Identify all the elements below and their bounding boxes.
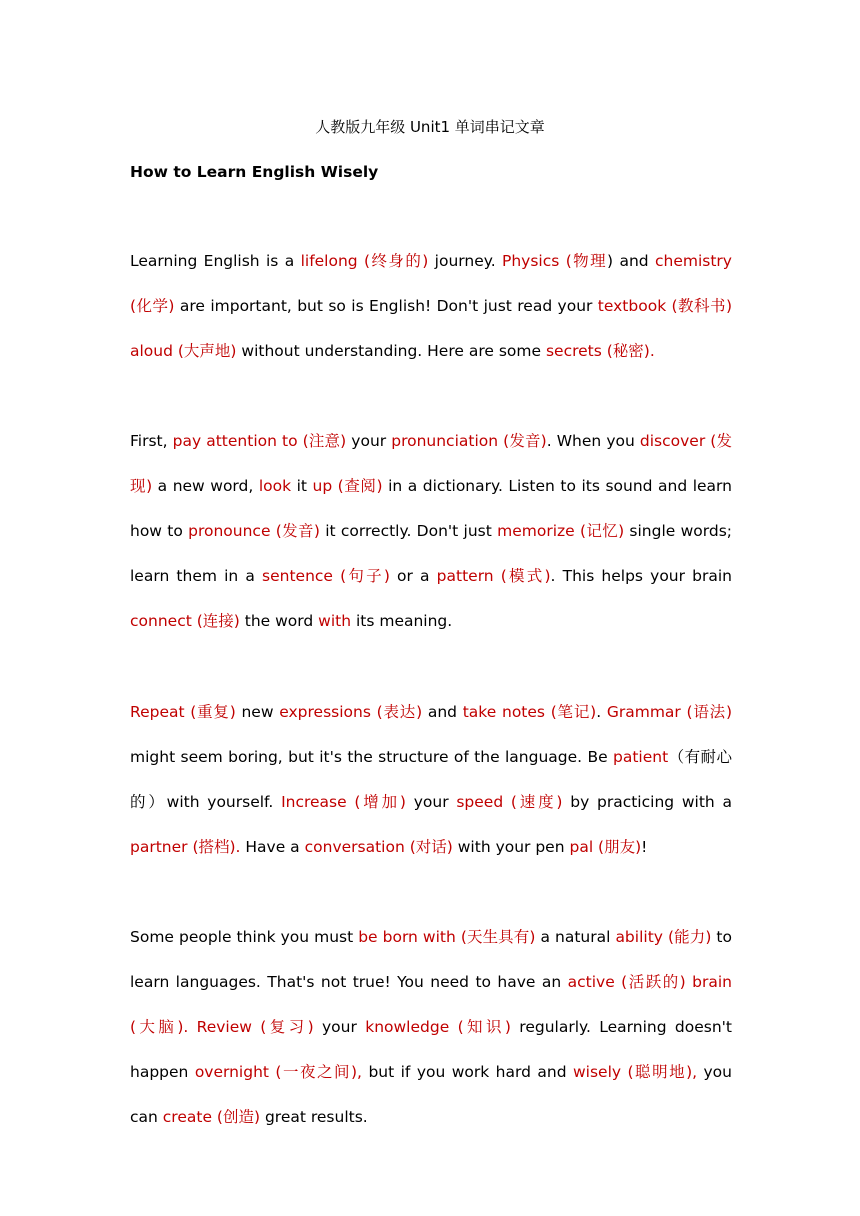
body-text: Have a xyxy=(240,838,305,856)
highlighted-vocabulary: pronunciation (发音) xyxy=(391,432,547,450)
body-text: great results. xyxy=(260,1108,368,1126)
body-text: are important, but so is English! Don't just read your xyxy=(174,297,598,315)
highlighted-vocabulary: overnight (一夜之间), xyxy=(194,1063,362,1081)
body-text: （有耐心的）with yourself. xyxy=(130,748,732,811)
body-text: First, xyxy=(130,432,173,450)
article-title: How to Learn English Wisely xyxy=(130,163,379,181)
body-text: . This helps your brain xyxy=(550,567,732,585)
highlighted-vocabulary: connect (连接) xyxy=(130,612,240,630)
highlighted-vocabulary: up (查阅) xyxy=(312,477,383,495)
highlighted-vocabulary: secrets (秘密). xyxy=(545,342,655,360)
body-text: it correctly. Don't just xyxy=(319,522,498,540)
highlighted-vocabulary: expressions (表达) xyxy=(279,703,423,721)
highlighted-vocabulary: be born with (天生具有) xyxy=(358,928,536,946)
body-text: new xyxy=(235,703,280,721)
highlighted-vocabulary: memorize (记忆) xyxy=(497,522,625,540)
highlighted-vocabulary: discover (发现) xyxy=(130,432,732,495)
highlighted-vocabulary: speed (速度) xyxy=(456,793,563,811)
highlighted-vocabulary: partner (搭档). xyxy=(130,838,241,856)
body-text: the word xyxy=(239,612,319,630)
highlighted-vocabulary: textbook (教科书) aloud (大声地) xyxy=(130,297,732,360)
body-text: or a xyxy=(389,567,437,585)
paragraph-3 xyxy=(130,690,732,870)
body-text: single words; learn them in a xyxy=(130,522,732,585)
body-text: with your pen xyxy=(452,838,570,856)
highlighted-vocabulary: Physics (物理 xyxy=(502,252,608,270)
body-text: to learn languages. That's not true! You need to have an xyxy=(130,928,732,991)
highlighted-vocabulary: ability (能力) xyxy=(615,928,712,946)
highlighted-vocabulary: pronounce (发音) xyxy=(188,522,320,540)
highlighted-vocabulary: Grammar (语法) xyxy=(606,703,732,721)
highlighted-vocabulary: active (活跃的) brain (大脑). Review (复习) xyxy=(130,973,732,1036)
highlighted-vocabulary: pattern (模式) xyxy=(436,567,551,585)
body-text: but if you work hard and xyxy=(362,1063,573,1081)
highlighted-vocabulary: Repeat (重复) xyxy=(130,703,236,721)
highlighted-vocabulary: create (创造) xyxy=(162,1108,261,1126)
body-text: a new word, xyxy=(152,477,259,495)
highlighted-vocabulary: Increase (增加) xyxy=(281,793,406,811)
paragraph-4 xyxy=(130,915,732,1140)
highlighted-vocabulary: lifelong (终身的) xyxy=(300,252,429,270)
body-text: you can xyxy=(130,1063,732,1126)
highlighted-vocabulary: sentence (句子) xyxy=(262,567,390,585)
body-text: ! xyxy=(641,838,648,856)
highlighted-vocabulary: knowledge (知识) xyxy=(365,1018,511,1036)
highlighted-vocabulary: conversation (对话) xyxy=(304,838,453,856)
document-header: 人教版九年级 Unit1 单词串记文章 xyxy=(315,118,545,136)
body-text: journey. xyxy=(428,252,503,270)
body-text: . xyxy=(596,703,607,721)
body-text: without understanding. Here are some xyxy=(236,342,546,360)
body-text: Learning English is a xyxy=(130,252,301,270)
body-text: a natural xyxy=(535,928,616,946)
highlighted-vocabulary: take notes (笔记) xyxy=(462,703,597,721)
paragraph-2 xyxy=(130,419,732,644)
highlighted-vocabulary: look xyxy=(258,477,292,495)
body-text: regularly. Learning doesn't happen xyxy=(130,1018,732,1081)
highlighted-vocabulary: chemistry (化学) xyxy=(130,252,732,315)
body-text: in a dictionary. Listen to its sound and learn how to xyxy=(130,477,732,540)
body-text: by practicing with a xyxy=(562,793,732,811)
body-text: your xyxy=(346,432,392,450)
body-text: might seem boring, but it's the structure of the language. Be xyxy=(130,748,614,766)
body-text: and xyxy=(422,703,463,721)
body-text: its meaning. xyxy=(351,612,453,630)
body-text: Some people think you must xyxy=(130,928,359,946)
highlighted-vocabulary: pay attention to (注意) xyxy=(172,432,347,450)
body-text: ) and xyxy=(607,252,655,270)
body-text: your xyxy=(313,1018,366,1036)
highlighted-vocabulary: wisely (聪明地), xyxy=(572,1063,698,1081)
highlighted-vocabulary: patient xyxy=(613,748,669,766)
highlighted-vocabulary: pal (朋友) xyxy=(569,838,642,856)
highlighted-vocabulary: with xyxy=(318,612,352,630)
body-text: it xyxy=(291,477,313,495)
paragraph-1 xyxy=(130,239,732,374)
body-text: . When you xyxy=(546,432,640,450)
body-text: your xyxy=(405,793,457,811)
